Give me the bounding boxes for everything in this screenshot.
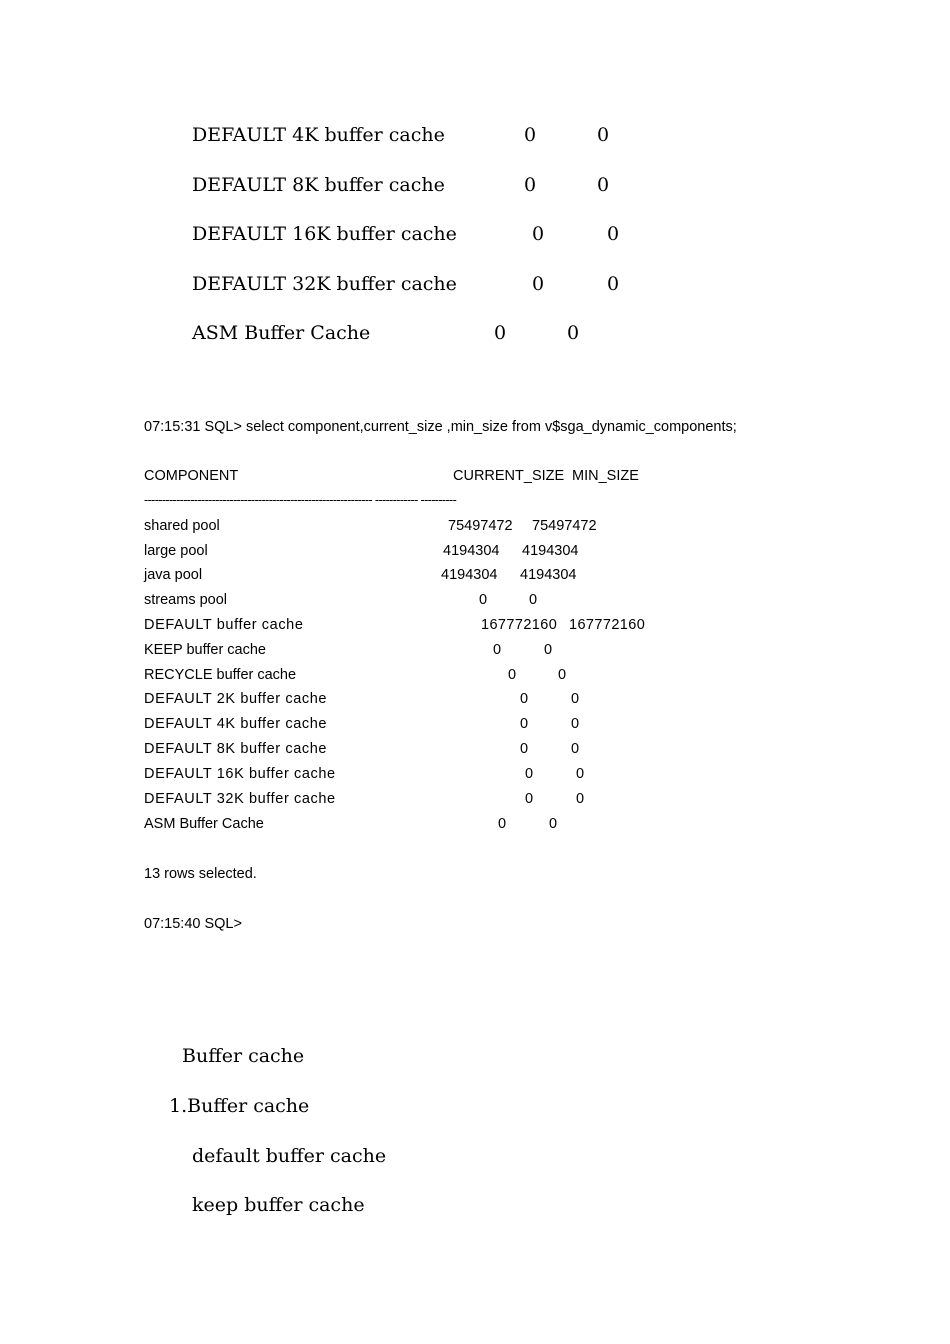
top-row-current-size: 0 — [532, 223, 545, 245]
sql-prompt-next: 07:15:40 SQL> — [144, 916, 242, 932]
table-row-component: ASM Buffer Cache — [144, 816, 264, 832]
table-row-component: DEFAULT 2K buffer cache — [144, 691, 328, 707]
table-row-min-size: 0 — [576, 791, 585, 807]
table-row-component: RECYCLE buffer cache — [144, 667, 297, 683]
table-row-current-size: 0 — [493, 642, 502, 658]
table-row-min-size: 0 — [571, 691, 580, 707]
table-row-component: KEEP buffer cache — [144, 642, 266, 658]
table-row-current-size: 75497472 — [448, 518, 513, 534]
table-row-component: DEFAULT 16K buffer cache — [144, 766, 336, 782]
table-row-min-size: 75497472 — [532, 518, 597, 534]
table-row-current-size: 4194304 — [441, 567, 498, 583]
table-row-component: DEFAULT 4K buffer cache — [144, 716, 328, 732]
top-row-component: DEFAULT 4K buffer cache — [192, 124, 445, 146]
column-header-current-size: CURRENT_SIZE — [453, 468, 565, 484]
table-row-min-size: 4194304 — [520, 567, 577, 583]
top-row-component: ASM Buffer Cache — [192, 322, 371, 344]
notes-sub-item: default buffer cache — [192, 1145, 387, 1167]
table-row-min-size: 0 — [571, 741, 580, 757]
table-row-current-size: 0 — [498, 816, 507, 832]
table-row-component: java pool — [144, 567, 203, 583]
top-row-current-size: 0 — [494, 322, 507, 344]
sql-prompt-query: 07:15:31 SQL> select component,current_size ,min_size from v$sga_dynamic_components; — [144, 419, 737, 435]
table-row-current-size: 0 — [520, 741, 529, 757]
table-row-min-size: 4194304 — [522, 543, 579, 559]
top-row-component: DEFAULT 16K buffer cache — [192, 223, 457, 245]
table-row-min-size: 0 — [529, 592, 538, 608]
top-row-min-size: 0 — [597, 124, 610, 146]
table-row-min-size: 0 — [571, 716, 580, 732]
table-row-component: DEFAULT buffer cache — [144, 617, 304, 633]
top-row-component: DEFAULT 32K buffer cache — [192, 273, 457, 295]
table-row-component: DEFAULT 32K buffer cache — [144, 791, 336, 807]
top-row-min-size: 0 — [597, 174, 610, 196]
table-row-component: large pool — [144, 543, 208, 559]
table-row-current-size: 0 — [479, 592, 488, 608]
table-row-component: DEFAULT 8K buffer cache — [144, 741, 328, 757]
table-row-current-size: 167772160 — [481, 617, 558, 633]
top-row-min-size: 0 — [607, 223, 620, 245]
table-row-current-size: 0 — [525, 791, 534, 807]
top-row-min-size: 0 — [607, 273, 620, 295]
notes-sub-item: keep buffer cache — [192, 1194, 365, 1216]
table-row-current-size: 0 — [508, 667, 517, 683]
top-row-current-size: 0 — [524, 124, 537, 146]
top-row-min-size: 0 — [567, 322, 580, 344]
table-row-min-size: 0 — [544, 642, 553, 658]
rows-selected-footer: 13 rows selected. — [144, 866, 257, 882]
table-row-min-size: 0 — [549, 816, 558, 832]
table-row-current-size: 4194304 — [443, 543, 500, 559]
top-row-current-size: 0 — [524, 174, 537, 196]
table-row-min-size: 0 — [576, 766, 585, 782]
top-row-component: DEFAULT 8K buffer cache — [192, 174, 445, 196]
header-separator: ---------------------------------------------------------------- ------------ ---------- — [144, 493, 457, 507]
top-row-current-size: 0 — [532, 273, 545, 295]
notes-numbered-item: 1.Buffer cache — [169, 1095, 310, 1117]
notes-heading: Buffer cache — [182, 1045, 305, 1067]
column-header-min-size: MIN_SIZE — [572, 468, 639, 484]
table-row-min-size: 0 — [558, 667, 567, 683]
table-row-current-size: 0 — [525, 766, 534, 782]
table-row-component: streams pool — [144, 592, 228, 608]
table-row-current-size: 0 — [520, 716, 529, 732]
table-row-current-size: 0 — [520, 691, 529, 707]
table-row-component: shared pool — [144, 518, 220, 534]
table-row-min-size: 167772160 — [569, 617, 646, 633]
column-header-component: COMPONENT — [144, 468, 239, 484]
